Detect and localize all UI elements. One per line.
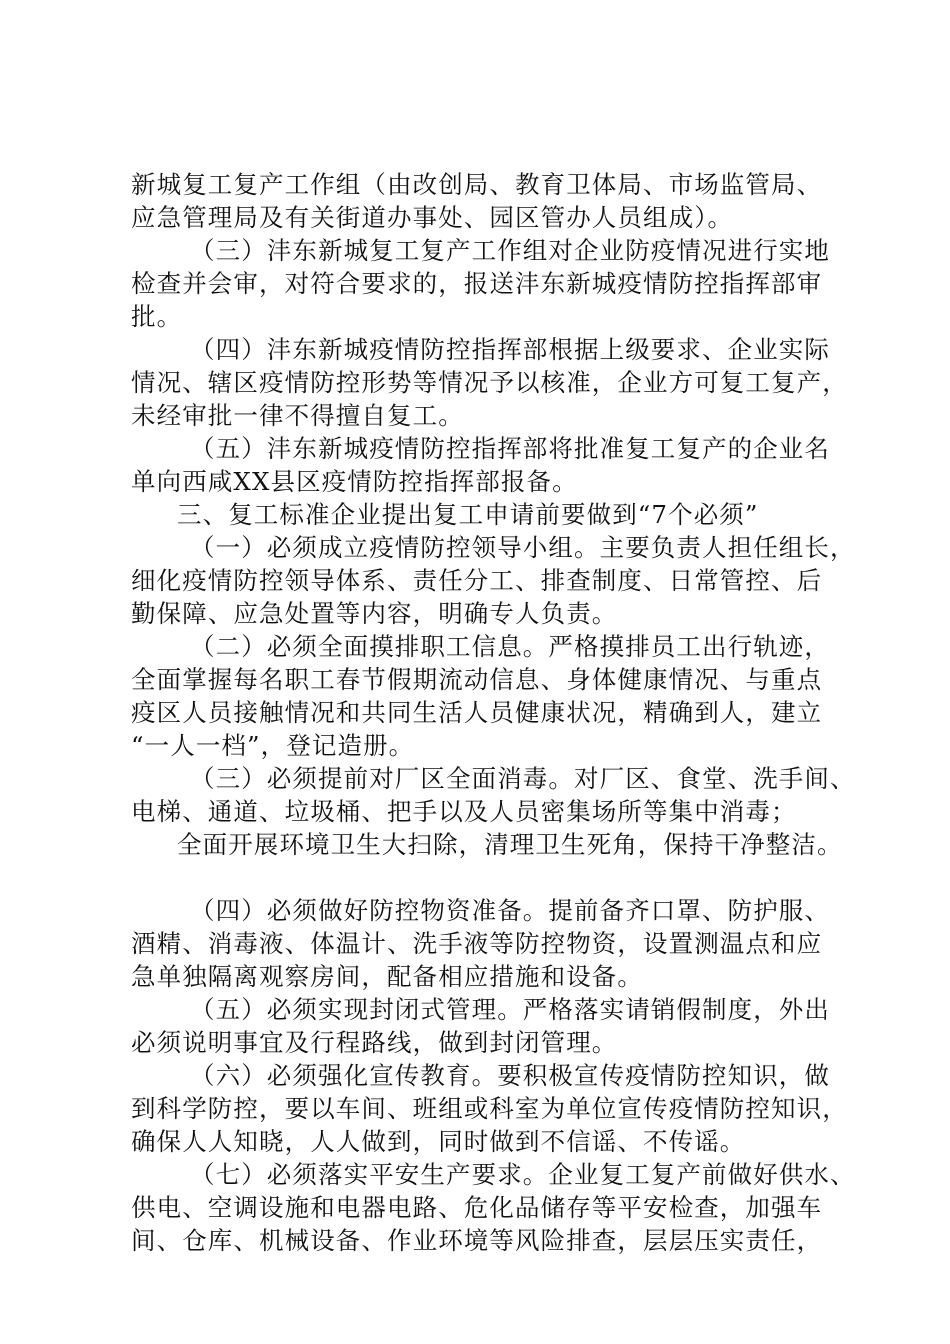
text-line: 全面掌握每名职工春节假期流动信息、身体健康情况、与重点 [131, 665, 823, 694]
paragraph-gap [131, 861, 831, 894]
text-line: 应急管理局及有关街道办事处、园区管办人员组成）。 [131, 203, 734, 232]
text-line: 新城复工复产工作组（由改创局、教育卫体局、市场监管局、 [131, 170, 823, 199]
text-line: 批。 [131, 302, 183, 331]
text-line: 电梯、通道、垃圾桶、把手以及人员密集场所等集中消毒； [131, 797, 797, 826]
document-body [131, 168, 856, 1257]
text-line: “一人一档”，登记造册。 [131, 731, 415, 760]
text-line: （一）必须成立疫情防控领导小组。主要负责人担任组长， [190, 533, 856, 562]
text-line: 确保人人知晓，人人做到，同时做到不信谣、不传谣。 [131, 1127, 746, 1156]
text-line: 单向西咸XX县区疫情防控指挥部报备。 [131, 467, 578, 496]
text-line: 必须说明事宜及行程路线，做到封闭管理。 [131, 1028, 618, 1057]
text-line: （五）必须实现封闭式管理。严格落实请销假制度，外出 [190, 995, 830, 1024]
text-line: （二）必须全面摸排职工信息。严格摸排员工出行轨迹， [190, 632, 830, 661]
text-line: 全面开展环境卫生大扫除，清理卫生死角，保持干净整洁。 [177, 830, 843, 859]
text-line: 疫区人员接触情况和共同生活人员健康状况，精确到人，建立 [131, 698, 823, 727]
text-line: 未经审批一律不得擅自复工。 [131, 401, 464, 430]
text-line: 供电、空调设施和电器电路、危化品储存等平安检查，加强车 [131, 1193, 823, 1222]
text-line: （四）必须做好防控物资准备。提前备齐口罩、防护服、 [190, 896, 830, 925]
text-line: 到科学防控，要以车间、班组或科室为单位宣传疫情防控知识， [131, 1094, 848, 1123]
text-line: （五）沣东新城疫情防控指挥部将批准复工复产的企业名 [190, 434, 830, 463]
text-line: 勤保障、应急处置等内容，明确专人负责。 [131, 599, 618, 628]
text-line: （三）必须提前对厂区全面消毒。对厂区、食堂、洗手间、 [190, 764, 856, 793]
text-line: 急单独隔离观察房间，配备相应措施和设备。 [131, 962, 643, 991]
text-line: （七）必须落实平安生产要求。企业复工复产前做好供水、 [190, 1160, 856, 1189]
text-line: 检查并会审，对符合要求的，报送沣东新城疫情防控指挥部审 [131, 269, 823, 298]
text-line: 酒精、消毒液、体温计、洗手液等防控物资，设置测温点和应 [131, 929, 823, 958]
text-line: （四）沣东新城疫情防控指挥部根据上级要求、企业实际 [190, 335, 830, 364]
text-line: （六）必须强化宣传教育。要积极宣传疫情防控知识，做 [190, 1061, 830, 1090]
text-line: 间、仓库、机械设备、作业环境等风险排查，层层压实责任， [131, 1226, 823, 1255]
text-line: （三）沣东新城复工复产工作组对企业防疫情况进行实地 [190, 236, 830, 265]
text-line: 细化疫情防控领导体系、责任分工、排查制度、日常管控、后 [131, 566, 823, 595]
text-line: 情况、辖区疫情防控形势等情况予以核准，企业方可复工复产， [131, 368, 848, 397]
section-heading: 三、复工标准企业提出复工申请前要做到“7个必须” [177, 500, 759, 529]
